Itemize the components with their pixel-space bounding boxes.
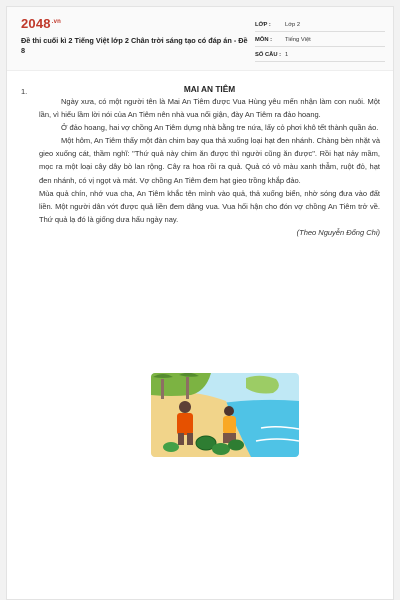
- meta-value: 1: [285, 52, 289, 58]
- meta-row-grade: [255, 17, 385, 32]
- passage-paragraph: Một hôm, An Tiêm thấy một đàn chim bay qua thả xuống loại hạt đen nhánh. Chàng bèn nhặt và gieo xuống cát, thầm nghĩ: "Thứ quả này chim ăn được thì người cũng ăn được". Rồi hạt nảy mầm, mọc ra một loại cây dây bò lan rộng. Cây ra hoa rồi ra quả. Quả có vỏ màu xanh thẫm, ruột đỏ, hạt đen nhánh, có vị ngọt và mát. Vợ chồng An Tiêm đem hạt gieo trồng khắp đảo.: [39, 136, 380, 185]
- document-page: [6, 6, 394, 600]
- story-illustration: [151, 373, 299, 457]
- passage-paragraph: Ngày xưa, có một người tên là Mai An Tiêm được Vua Hùng yêu mến nhận làm con nuôi. Một lần, vì hiểu lầm lời nói của An Tiêm nên nhà vua nổi giận, đày An Tiêm ra đảo hoang.: [39, 97, 380, 120]
- passage-author: (Theo Nguyễn Đổng Chi): [296, 227, 380, 237]
- passage-title: MAI AN TIÊM: [183, 84, 236, 94]
- meta-row-subject: [255, 32, 385, 47]
- meta-value: Tiếng Việt: [285, 37, 311, 43]
- document-header: [7, 7, 393, 71]
- passage-paragraph: Ở đảo hoang, hai vợ chồng An Tiêm dựng nhà bằng tre nứa, lấy cỏ phơi khô tết thành quần áo.: [61, 123, 379, 133]
- watermelon-island-picture: [151, 373, 299, 457]
- meta-value: Lớp 2: [285, 22, 301, 28]
- question-number: 1.: [21, 87, 28, 96]
- passage-paragraph: Mùa quả chín, nhớ vua cha, An Tiêm khắc tên mình vào quả, thả xuống biển, nhờ sóng đưa vào đất liền. Một người dân vớt được quả liền đem dâng vua. Vua hối hận cho đón vợ chồng An Tiêm trở về. Thứ quả lạ đó là giống dưa hấu ngày nay.: [39, 188, 380, 224]
- meta-key: MÔN :: [255, 37, 273, 43]
- logo-main: 2048: [21, 16, 51, 31]
- exam-meta: [255, 17, 385, 62]
- site-logo[interactable]: [21, 16, 61, 31]
- meta-key: SỐ CÂU :: [255, 52, 282, 58]
- meta-row-question-count: [255, 47, 385, 62]
- reading-passage: [39, 83, 380, 239]
- logo-suffix: .vn: [51, 18, 62, 25]
- meta-key: LỚP :: [255, 22, 271, 28]
- exam-title: Đề thi cuối kì 2 Tiếng Việt lớp 2 Chân trời sáng tạo có đáp án - Đề 8: [21, 36, 248, 55]
